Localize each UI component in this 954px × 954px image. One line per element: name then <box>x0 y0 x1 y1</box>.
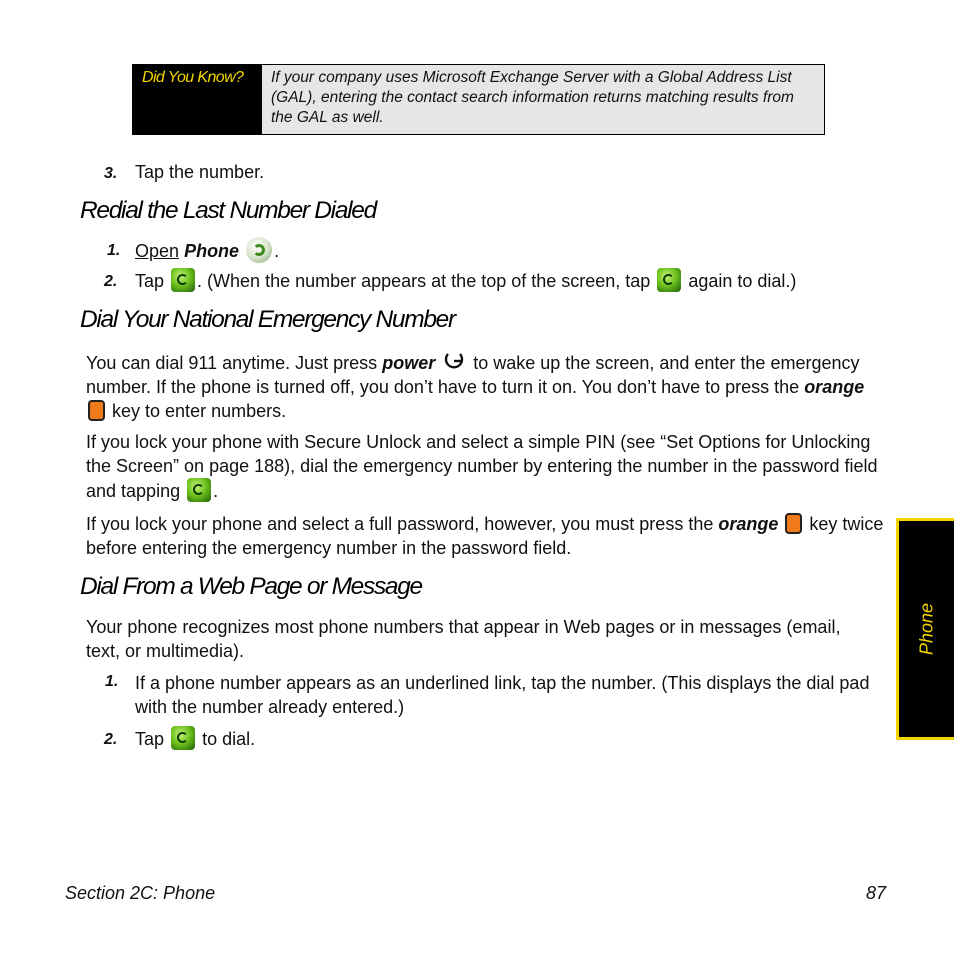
text: You can dial 911 anytime. Just press <box>86 353 378 373</box>
step-number: 2. <box>104 731 118 748</box>
side-tab-label: Phone <box>916 602 936 656</box>
orange-key-icon <box>785 513 802 534</box>
text: to wake up the screen, and enter the emergency number. If the phone is turned off, you don’t have to turn it on. You don’t have to press the <box>86 353 860 397</box>
call-button-icon <box>171 268 195 292</box>
emergency-paragraph-1 <box>86 348 886 423</box>
call-button-icon <box>187 478 211 502</box>
power-key-name: power <box>382 353 436 373</box>
call-button-icon <box>171 726 195 750</box>
heading-web: Dial From a Web Page or Message <box>80 573 422 600</box>
step-text-b: . (When the number appears at the top of the screen, tap <box>197 271 651 291</box>
text: key to enter numbers. <box>112 401 287 421</box>
orange-key-icon <box>88 400 105 421</box>
text: . <box>213 481 219 501</box>
text: key twice before entering the emergency number in the password field. <box>86 514 884 558</box>
heading-emergency: Dial Your National Emergency Number <box>80 306 455 333</box>
web-paragraph: Your phone recognizes most phone numbers that appear in Web pages or in messages (email, text, or multimedia). <box>86 617 841 661</box>
emergency-paragraph-3 <box>86 512 891 560</box>
redial-step-2 <box>104 268 797 294</box>
step-text-a: Tap <box>135 729 165 749</box>
orange-key-name: orange <box>718 514 779 534</box>
section-side-tab <box>896 518 954 740</box>
text: If you lock your phone and select a full password, however, you must press the <box>86 514 714 534</box>
step-number: 2. <box>104 273 118 290</box>
did-you-know-label: Did You Know? <box>133 65 262 134</box>
did-you-know-text: If your company uses Microsoft Exchange Server with a Global Address List (GAL), entering the contact search information returns matching results from the GAL as well. <box>262 65 824 134</box>
step-text-c: again to dial.) <box>688 271 797 291</box>
phone-app-icon <box>246 237 272 263</box>
step-end: . <box>274 241 280 261</box>
step-number: 1. <box>107 242 121 259</box>
step-number: 1. <box>105 673 119 690</box>
footer-section: Section 2C: Phone <box>65 883 216 903</box>
phone-app-name: Phone <box>184 241 240 261</box>
step-text-a: Tap <box>135 271 165 291</box>
redial-step-1 <box>107 237 280 263</box>
open-link[interactable]: Open <box>135 241 180 261</box>
step-number: 3. <box>104 165 118 182</box>
step-text: If a phone number appears as an underlined link, tap the number. (This displays the dial pad with the number already entered.) <box>135 673 870 717</box>
call-button-icon <box>657 268 681 292</box>
did-you-know-box <box>132 64 825 135</box>
power-icon <box>442 348 466 372</box>
step-text-b: to dial. <box>202 729 256 749</box>
heading-redial: Redial the Last Number Dialed <box>80 197 376 224</box>
orange-key-name: orange <box>804 377 865 397</box>
text: If you lock your phone with Secure Unlock and select a simple PIN (see “Set Options for Unlocking the Screen” on page 188), dial the emergency number by entering the number in the password field and tapping <box>86 432 878 501</box>
emergency-paragraph-2 <box>86 430 891 503</box>
intro-step <box>104 160 265 186</box>
step-text: Tap the number. <box>135 162 265 182</box>
footer-page-number: 87 <box>866 883 887 903</box>
web-step-2 <box>104 726 256 752</box>
